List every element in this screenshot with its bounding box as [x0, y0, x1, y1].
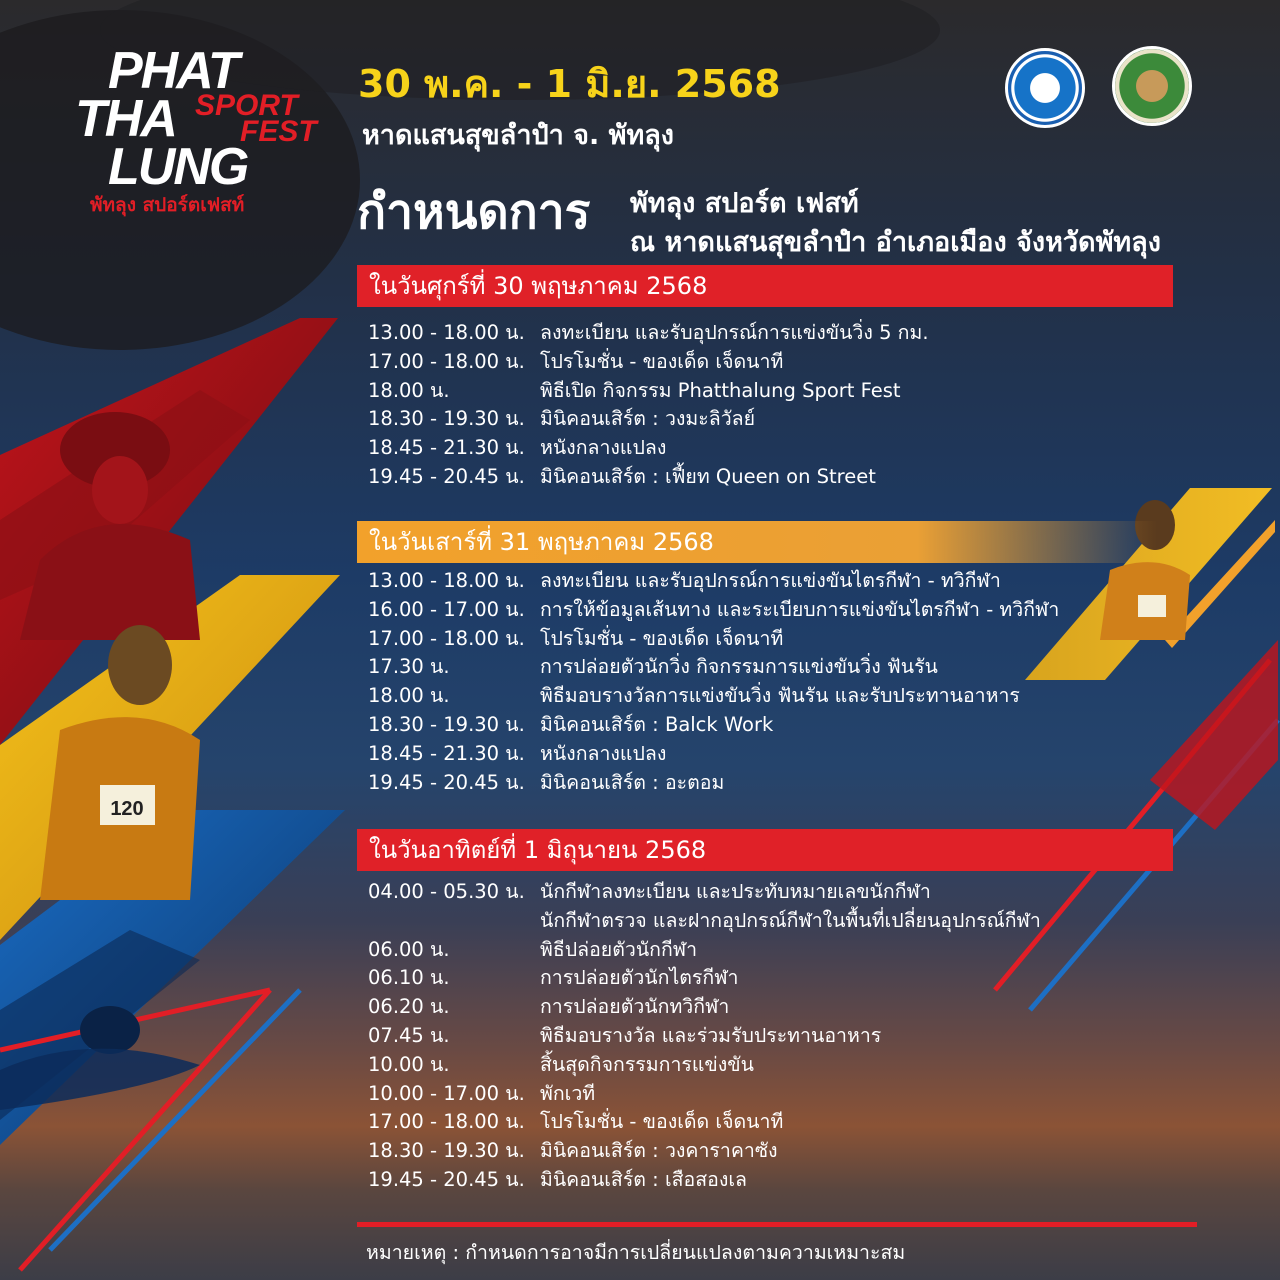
- row-time: 19.45 - 20.45 น.: [368, 464, 525, 488]
- row-activity: หนังกลางแปลง: [540, 436, 667, 460]
- row-time: 06.20 น.: [368, 995, 450, 1019]
- logo-word-fest: FEST: [240, 115, 317, 148]
- runner-bib: 120: [110, 798, 144, 820]
- event-dates: 30 พ.ค. - 1 มิ.ย. 2568: [358, 62, 781, 106]
- footer-divider: [357, 1222, 1197, 1227]
- schedule-row: [368, 682, 1108, 711]
- schedule-row: [368, 711, 1108, 740]
- row-activity: หนังกลางแปลง: [540, 741, 667, 765]
- row-time: 10.00 น.: [368, 1052, 450, 1076]
- row-activity: ลงทะเบียน และรับอุปกรณ์การแข่งขันไตรกีฬา - ทวิกีฬา: [540, 569, 1001, 592]
- phatthalung-sport-fest-logo: [70, 42, 330, 216]
- schedule-title: กำหนดการ: [357, 184, 591, 240]
- row-activity: พักเวที: [540, 1081, 596, 1105]
- schedule-row: [368, 878, 1108, 907]
- schedule-row: [368, 405, 1108, 434]
- logo-word-tha: THA: [75, 90, 176, 148]
- schedule-row: [368, 907, 1108, 936]
- phatthalung-province-emblem: [1112, 46, 1192, 126]
- row-time: 10.00 - 17.00 น.: [368, 1081, 525, 1105]
- row-time: 06.00 น.: [368, 937, 450, 961]
- row-activity: พิธีปล่อยตัวนักกีฬา: [540, 937, 698, 961]
- row-activity: นักกีฬาตรวจ และฝากอุปกรณ์กีฬาในพื้นที่เปลี่ยนอุปกรณ์กีฬา: [540, 908, 1041, 932]
- schedule-row: [368, 596, 1108, 625]
- day-heading-friday: ในวันศุกร์ที่ 30 พฤษภาคม 2568: [357, 265, 1173, 307]
- row-time: 18.00 น.: [368, 378, 450, 402]
- row-time: 17.00 - 18.00 น.: [368, 349, 525, 373]
- row-activity: การปล่อยตัวนักทวิกีฬา: [540, 995, 730, 1019]
- swimmer-figure: [0, 960, 300, 1160]
- row-activity: มินิคอนเสิร์ต : เฟี้ยท Queen on Street: [540, 464, 876, 488]
- row-time: 18.00 น.: [368, 684, 450, 708]
- row-activity: มินิคอนเสิร์ต : Balck Work: [540, 712, 774, 736]
- logo-thai-name: พัทลุง สปอร์ตเฟสท์: [90, 194, 245, 216]
- row-time: 18.45 - 21.30 น.: [368, 436, 525, 460]
- row-time: 13.00 - 18.00 น.: [368, 321, 525, 344]
- schedule-row: [368, 463, 1108, 492]
- schedule-row: [368, 1137, 1108, 1166]
- row-activity: โปรโมชั่น - ของเด็ด เจ็ดนาที: [540, 626, 784, 650]
- schedule-row: [368, 653, 1108, 682]
- day-heading-saturday: ในวันเสาร์ที่ 31 พฤษภาคม 2568: [357, 521, 1157, 563]
- schedule-row: [368, 1022, 1108, 1051]
- row-time: 17.30 น.: [368, 655, 450, 679]
- day3-schedule: [368, 878, 1108, 1195]
- schedule-row: [368, 1080, 1108, 1109]
- schedule-row: [368, 319, 1108, 348]
- schedule-row: [368, 348, 1108, 377]
- row-time: 04.00 - 05.30 น.: [368, 880, 525, 903]
- row-activity: มินิคอนเสิร์ต : เสือสองเล: [540, 1167, 747, 1191]
- logo-word-phat: PHAT: [108, 42, 238, 100]
- schedule-row: [368, 1051, 1108, 1080]
- schedule-row: [368, 567, 1108, 596]
- runner-figure: [0, 600, 220, 900]
- schedule-row: [368, 936, 1108, 965]
- row-activity: มินิคอนเสิร์ต : วงมะลิวัลย์: [540, 407, 756, 431]
- row-activity: มินิคอนเสิร์ต : อะตอม: [540, 770, 725, 794]
- row-activity: พิธีมอบรางวัลการแข่งขันวิ่ง ฟันรัน และรับประทานอาหาร: [540, 684, 1020, 708]
- row-activity: พิธีเปิด กิจกรรม Phatthalung Sport Fest: [540, 378, 901, 402]
- row-activity: โปรโมชั่น - ของเด็ด เจ็ดนาที: [540, 1110, 784, 1134]
- schedule-subtitle-event: พัทลุง สปอร์ต เฟสท์: [630, 188, 859, 219]
- row-time: 17.00 - 18.00 น.: [368, 1110, 525, 1134]
- schedule-row: [368, 740, 1108, 769]
- row-activity: โปรโมชั่น - ของเด็ด เจ็ดนาที: [540, 349, 784, 373]
- schedule-row: [368, 964, 1108, 993]
- row-activity: มินิคอนเสิร์ต : วงคาราคาซัง: [540, 1139, 778, 1163]
- row-activity: สิ้นสุดกิจกรรมการแข่งขัน: [540, 1052, 754, 1076]
- logo-word-lung: LUNG: [108, 138, 248, 196]
- row-activity: ลงทะเบียน และรับอุปกรณ์การแข่งขันวิ่ง 5 กม.: [540, 321, 929, 344]
- schedule-row: [368, 769, 1108, 798]
- day1-schedule: [368, 319, 1108, 492]
- row-activity: การปล่อยตัวนักวิ่ง กิจกรรมการแข่งขันวิ่ง ฟันรัน: [540, 655, 938, 679]
- row-time: 06.10 น.: [368, 966, 450, 990]
- footer-note: หมายเหตุ : กำหนดการอาจมีการเปลี่ยนแปลงตามความเหมาะสม: [366, 1241, 906, 1264]
- row-time: 17.00 - 18.00 น.: [368, 626, 525, 650]
- row-time: 13.00 - 18.00 น.: [368, 569, 525, 592]
- row-activity: นักกีฬาลงทะเบียน และประทับหมายเลขนักกีฬา: [540, 880, 931, 903]
- day2-schedule: [368, 567, 1108, 797]
- row-activity: การให้ข้อมูลเส้นทาง และระเบียบการแข่งขันไตรกีฬา - ทวิกีฬา: [540, 597, 1060, 621]
- schedule-row: [368, 377, 1108, 406]
- row-time: 16.00 - 17.00 น.: [368, 597, 525, 621]
- row-time: 18.45 - 21.30 น.: [368, 741, 525, 765]
- row-activity: การปล่อยตัวนักไตรกีฬา: [540, 966, 739, 990]
- logo-word-sport: SPORT: [195, 89, 298, 122]
- day-heading-sunday: ในวันอาทิตย์ที่ 1 มิถุนายน 2568: [357, 829, 1173, 871]
- row-time: 18.30 - 19.30 น.: [368, 407, 525, 431]
- row-time: 18.30 - 19.30 น.: [368, 1139, 525, 1163]
- row-activity: พิธีมอบรางวัล และร่วมรับประทานอาหาร: [540, 1023, 882, 1047]
- schedule-row: [368, 993, 1108, 1022]
- row-time: 18.30 - 19.30 น.: [368, 712, 525, 736]
- row-time: 07.45 น.: [368, 1023, 450, 1047]
- schedule-row: [368, 1166, 1108, 1195]
- schedule-subtitle-location: ณ หาดแสนสุขลำปำ อำเภอเมือง จังหวัดพัทลุง: [630, 227, 1161, 258]
- schedule-row: [368, 1108, 1108, 1137]
- event-venue: หาดแสนสุขลำปำ จ. พัทลุง: [362, 120, 674, 151]
- row-time: 19.45 - 20.45 น.: [368, 1167, 525, 1191]
- schedule-row: [368, 434, 1108, 463]
- schedule-row: [368, 625, 1108, 654]
- ministry-tourism-sports-emblem: [1005, 48, 1085, 128]
- row-time: 19.45 - 20.45 น.: [368, 770, 525, 794]
